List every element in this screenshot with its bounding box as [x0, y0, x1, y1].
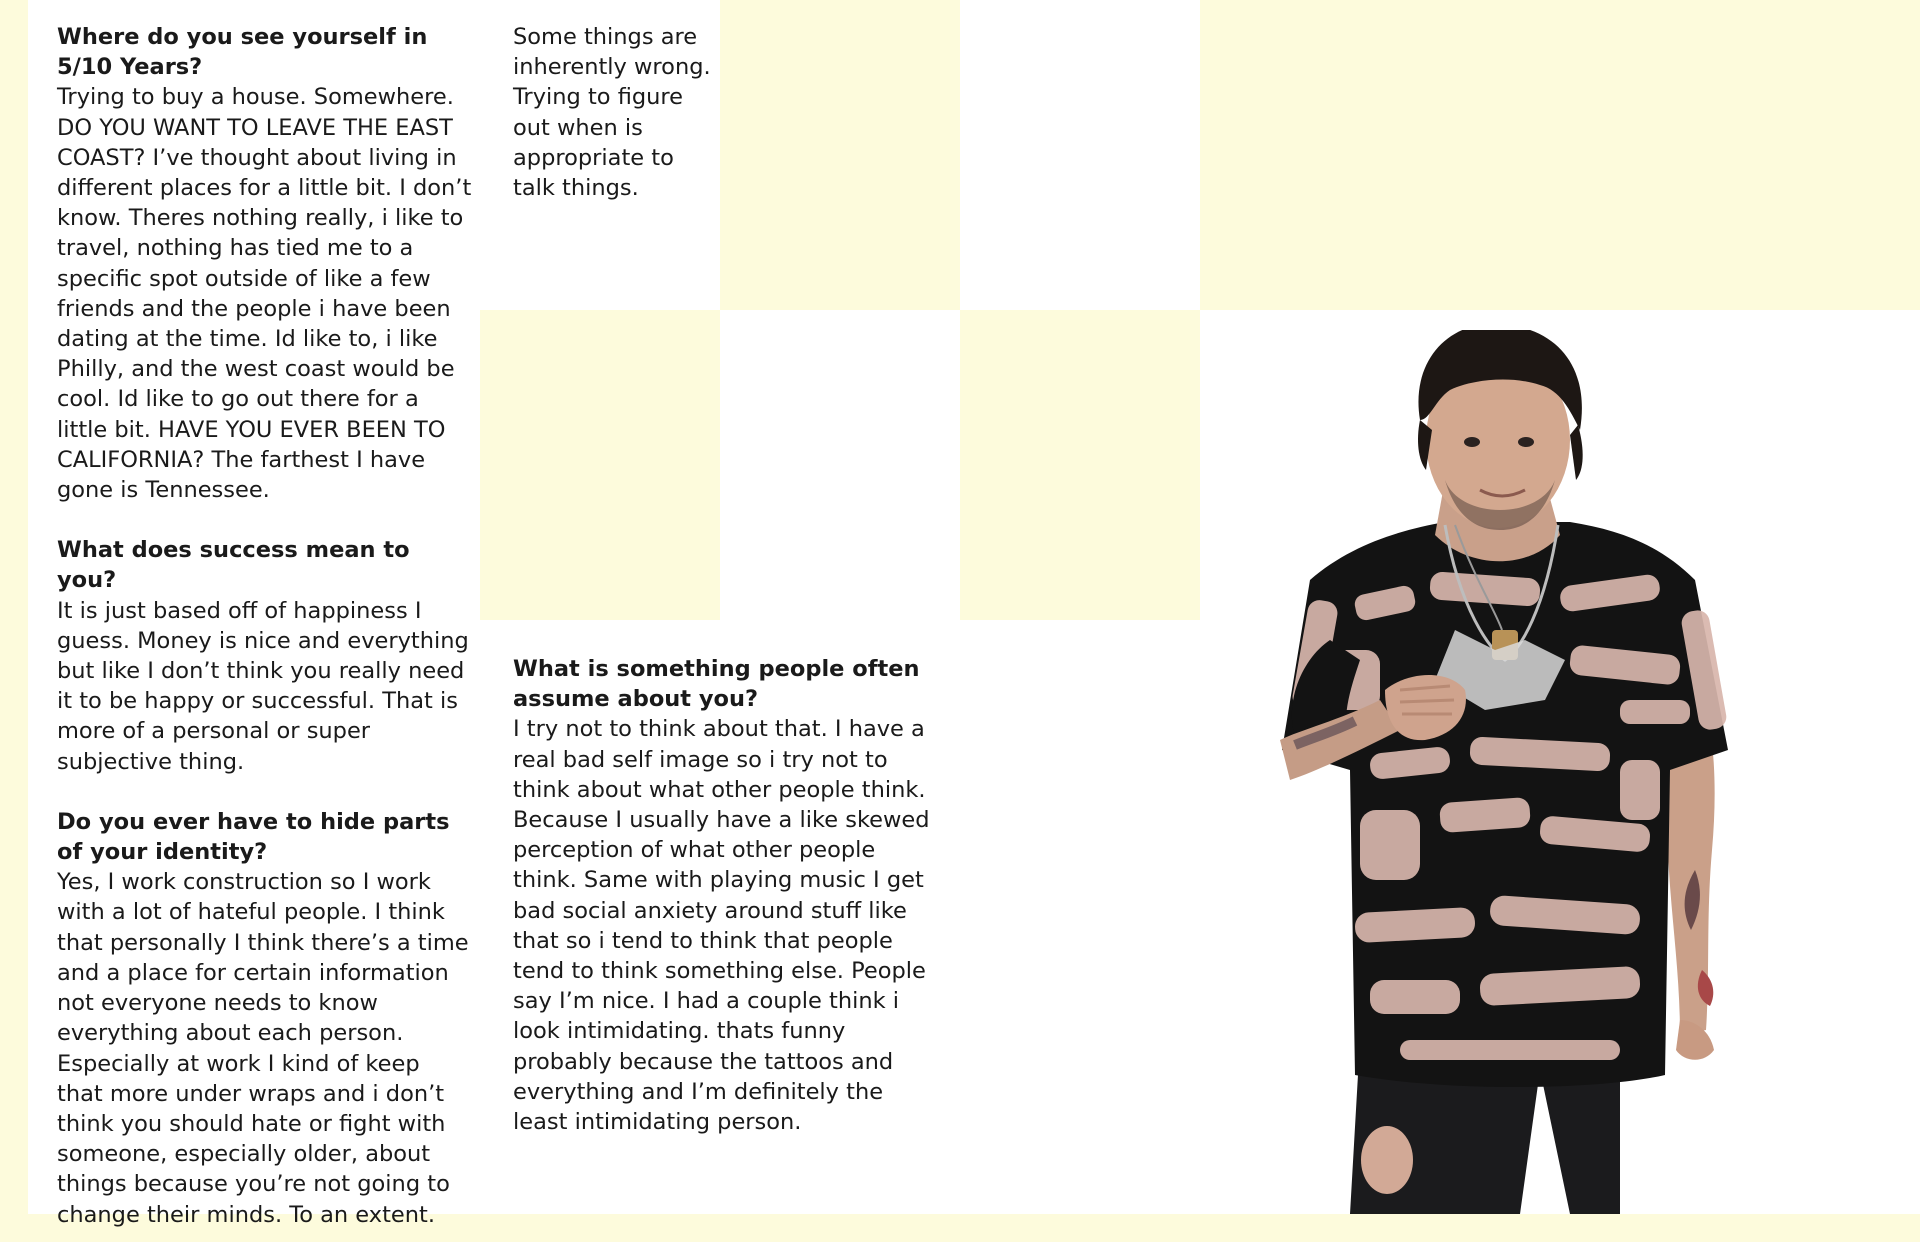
- continuation-text: Some things are inherently wrong. Trying to figure out when is appropriate to talk things.: [513, 24, 711, 202]
- answer-text: Trying to buy a house. Somewhere. DO YOU WANT TO LEAVE THE EAST COAST? I’ve thought about living in different places for a little bit. I don’t know. Theres nothing really, i like to travel, nothing has tied me to a specific spot outside of like a few friends and the people i have been dating at the time. Id like to, i like Philly, and the west coast would be cool. Id like to go out there for a little bit. HAVE YOU EVER BEEN TO CALIFORNIA? The farthest I have gone is Tennessee.: [57, 84, 472, 504]
- checker-block: [480, 310, 720, 620]
- portrait-photo: [1240, 330, 1800, 1214]
- checker-block: [1200, 0, 1920, 310]
- answer-text: It is just based off of happiness I guess. Money is nice and everything but like I don’t think you really need it to be happy or successful. That is more of a personal or super subjective thing.: [57, 597, 469, 775]
- interview-column-right: [513, 654, 943, 1137]
- interview-column-left: [57, 22, 472, 1230]
- checker-block: [720, 0, 960, 310]
- question-heading: What is something people often assume about you?: [513, 656, 920, 713]
- question-heading: What does success mean to you?: [57, 537, 410, 594]
- checker-block: [960, 310, 1200, 620]
- interview-continuation: [513, 22, 713, 203]
- answer-text: I try not to think about that. I have a real bad self image so i try not to think about what other people think. Because I usually have a like skewed perception of what other people think. Same with playing music I get bad social anxiety around stuff like that so i tend to think that people tend to think something else. People say I’m nice. I had a couple think i look intimidating. thats funny probably because the tattoos and everything and I’m definitely the least intimidating person.: [513, 716, 930, 1136]
- answer-text: Yes, I work construction so I work with a lot of hateful people. I think that personally I think there’s a time and a place for certain information not everyone needs to know everything about each person. Especially at work I kind of keep that more under wraps and i don’t think you should hate or fight with someone, especially older, about things because you’re not going to change their minds. To an extent.: [57, 869, 469, 1228]
- question-heading: Where do you see yourself in 5/10 Years?: [57, 24, 428, 81]
- question-heading: Do you ever have to hide parts of your identity?: [57, 808, 450, 866]
